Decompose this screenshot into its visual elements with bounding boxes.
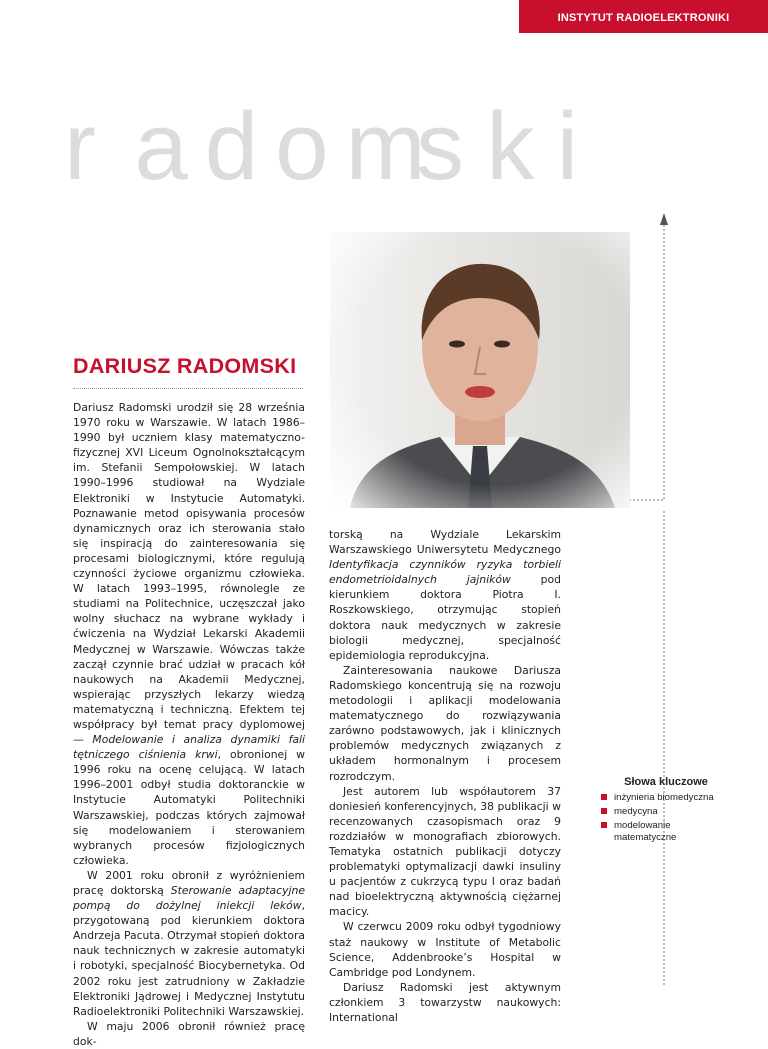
text-column-right bbox=[329, 527, 561, 1025]
decor-letter: k bbox=[486, 93, 535, 200]
decor-letter: m bbox=[345, 93, 426, 200]
author-photo bbox=[330, 232, 630, 508]
paragraph bbox=[73, 868, 305, 1019]
keywords-list bbox=[601, 792, 731, 844]
paragraph: Jest autorem lub współautorem 37 doniesień konferencyjnych, 38 publikacji w recenzowanych czasopismach oraz 9 rozdziałów w monografiach zbiorowych. Tematyka ostatnich publikacji dotyczy problematyki optymalizacji dawki insuliny u pacjentów z cukrzycą typu I oraz badań nad bioelektryczną aktywnością ciężarnej macicy. bbox=[329, 784, 561, 919]
paragraph: W maju 2006 obronił również pracę dok- bbox=[73, 1019, 305, 1048]
paragraph bbox=[73, 400, 305, 868]
paragraph: Dariusz Radomski jest aktywnym członkiem 3 towarzystw naukowych: International bbox=[329, 980, 561, 1024]
text-run: W 2001 roku obronił z wyróżnieniem pracę doktorską bbox=[73, 868, 305, 897]
italic-title: Modelowanie i analiza dynamiki fali tętniczego ciśnienia krwi bbox=[73, 733, 305, 762]
paragraph bbox=[329, 527, 561, 663]
section-banner bbox=[519, 0, 768, 33]
keywords-box bbox=[601, 776, 731, 846]
divider bbox=[73, 388, 303, 389]
decor-letter: r bbox=[64, 93, 96, 200]
keyword-item: modelowanie matematyczne bbox=[601, 820, 731, 844]
decor-letter: s bbox=[415, 93, 464, 200]
decor-letter: o bbox=[275, 93, 329, 200]
text-run: , przygotowaną pod kierunkiem doktora Andrzeja Pacuta. Otrzymał stopień doktora nauk technicznych w zakresie automatyki i robotyki, specjalność Biocybernetyka. Od 2002 roku jest zatrudniony w Zakładzie Elektroniki Jądrowej i Medycznej Instytutu Radioelektroniki Politechniki Warszawskiej. bbox=[73, 899, 305, 1018]
text-run: , obronionej w 1996 roku na ocenę celującą. W latach 1996–2001 odbył studia doktoranckie w Instytucie Automatyki Politechniki Warszawskiej, podczas których zajmował się modelowaniem i sterowaniem wybranych procesów fizjologicznych człowieka. bbox=[73, 748, 305, 867]
text-run: torską na Wydziale Lekarskim Warszawskiego Uniwersytetu Medycznego bbox=[329, 528, 561, 557]
decor-letter: i bbox=[556, 93, 579, 200]
decor-letter: a bbox=[134, 93, 188, 200]
paragraph: Zainteresowania naukowe Dariusza Radomskiego koncentrują się na rozwoju metodologii i aplikacji modelowania matematycznego do rozwiązywania zarówno podstawowych, jak i klinicznych problemów medycznych związanych z układem hormonalnym i procesem rozrodczym. bbox=[329, 663, 561, 783]
text-column-left bbox=[73, 400, 305, 1049]
decorative-surname bbox=[64, 92, 768, 202]
author-name: DARIUSZ RADOMSKI bbox=[73, 354, 297, 378]
italic-title: Sterowanie adaptacyjne pompą do dożylnej iniekcji leków bbox=[73, 884, 305, 913]
keyword-item: medycyna bbox=[601, 806, 731, 818]
section-title: INSTYTUT RADIOELEKTRONIKI bbox=[557, 12, 730, 24]
arrow-up-icon bbox=[660, 213, 668, 225]
decor-letter: d bbox=[204, 93, 259, 200]
keywords-title: Słowa kluczowe bbox=[624, 776, 708, 788]
text-run: pod kierunkiem doktora Piotra I. Roszkowskiego, otrzymując stopień doktora nauk medycznych w zakresie biologii medycznej, specjalność epidemiologia reprodukcyjna. bbox=[329, 573, 561, 662]
text-run: Dariusz Radomski urodził się 28 września 1970 roku w Warszawie. W latach 1986–1990 był uczniem klasy matematyczno-fizycznej XVI Liceum Ognolnokształcącym im. Stefanii Sempołowskiej. W latach 1990–1996 studiował na Wydziale Elektroniki w Instytucie Automatyki. Poznawanie metod opisywania procesów dynamicznych oraz ich sterowania stało się inspiracją do zainteresowania się procesami biologicznymi, które regulują czynności życiowe organizmu człowieka. W latach 1993–1995, równolegle ze studiami na Politechnice, uczęszczał jako wolny słuchacz na wybrane wykłady i ćwiczenia na Wydział Lekarski Akademii Medycznej w Warszawie. Wówczas także zaczął czynnie brać udział w pracach kół naukowych na Akademii Medycznej, wspierając przyszłych lekarzy wiedzą matematyczną i techniczną. Efektem tej współpracy był temat pracy dyplomowej — bbox=[73, 401, 305, 747]
paragraph: W czerwcu 2009 roku odbył tygodniowy staż naukowy w Institute of Metabolic Science, Addenbrooke’s Hospital w Cambridge pod Londynem. bbox=[329, 920, 561, 979]
italic-title: Identyfikacja czynników ryzyka torbieli endometrioidalnych jajników bbox=[329, 558, 561, 587]
keyword-item: inżynieria biomedyczna bbox=[601, 792, 731, 804]
